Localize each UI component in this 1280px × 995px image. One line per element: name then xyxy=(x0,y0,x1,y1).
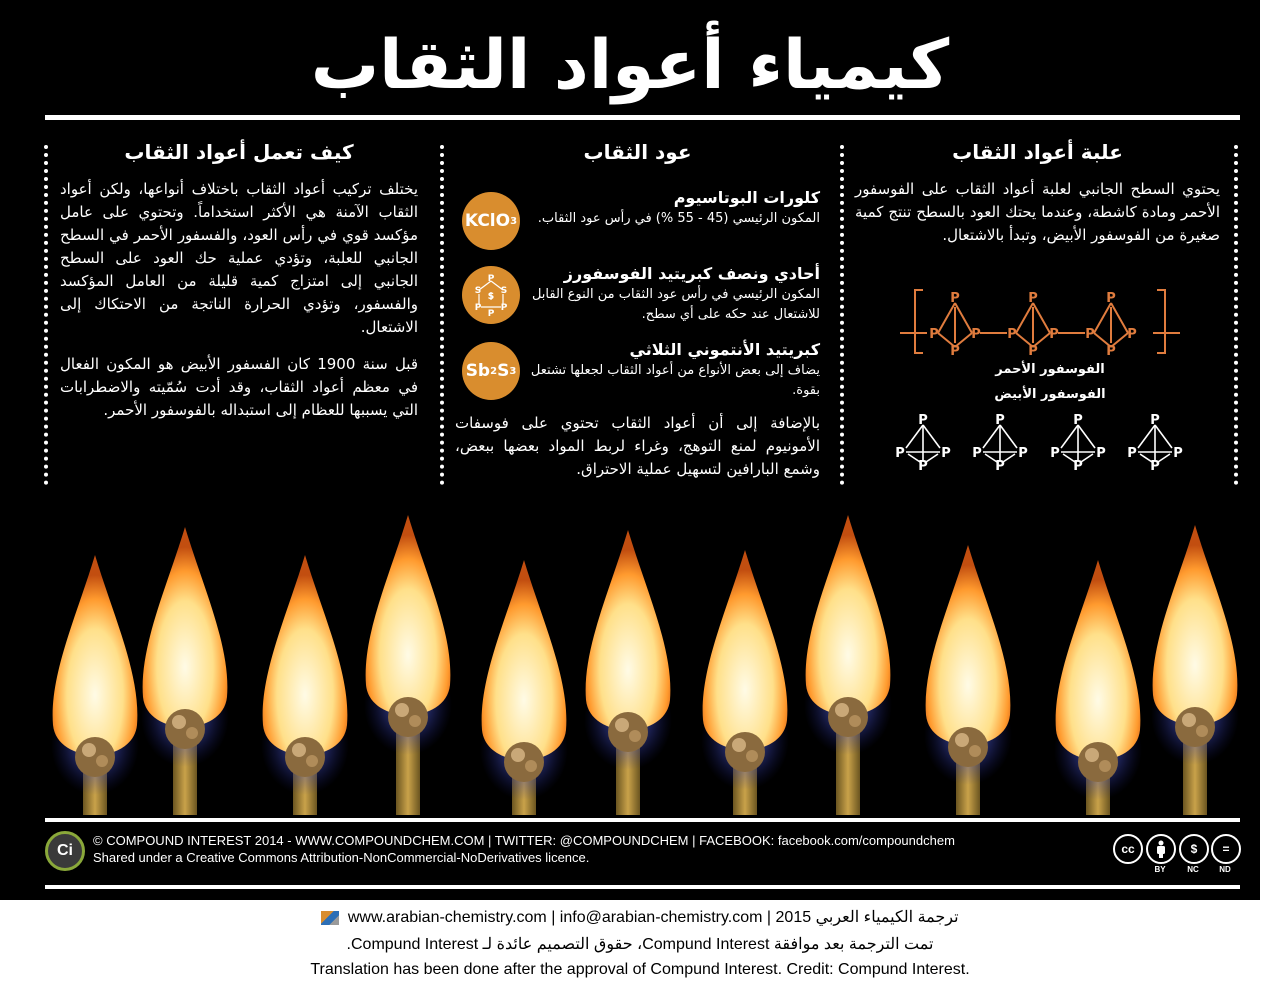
how-it-works-paragraph: يختلف تركيب أعواد الثقاب باختلاف أنواعها، ولكن أعواد الثقاب الآمنة هي الأكثر استخداماً. وتحتوي على عامل مؤكسد قوي في رأس العود، والفسفور الأحمر في السطح الجانبي للعلبة، وتؤدي عملية حك العود على السطح الجانبي إلى امتزاج كمية قليلة من العامل المؤكسد والفسفور، وتؤدي الحرارة الناتجة من الاحتكاك إلى الاشتعال. xyxy=(60,180,418,336)
ingredient-title: كبريتيد الأنتموني الثلاثي xyxy=(629,340,820,359)
matchbox-column xyxy=(855,140,1220,261)
translation-credits xyxy=(0,900,1280,995)
matchstick-heading: عود الثقاب xyxy=(583,140,692,164)
ingredient-title: كلورات البوتاسيوم xyxy=(673,188,820,207)
atom-label: P xyxy=(1073,459,1083,472)
atom-label: P xyxy=(1127,446,1137,461)
additives-text: بالإضافة إلى أن أعواد الثقاب تحتوي على فوسفات الأمونيوم لمنع التوهج، وغراء لربط المواد بعضها ببعض، وشمع البارافين لتسهيل عملية الاحتراق. xyxy=(455,414,820,478)
arabian-chemistry-logo xyxy=(321,911,339,925)
atom-label: P xyxy=(950,291,960,306)
matchstick-column xyxy=(455,140,820,178)
licence-text: Shared under a Creative Commons Attribution-NonCommercial-NoDerivatives licence. xyxy=(93,850,590,865)
how-it-works-history: قبل سنة 1900 كان الفسفور الأبيض هو المكون الفعال في معظم أعواد الثقاب، وقد أدت سُمّيته والاضطرابات التي يسببها للعظام إلى استبداله بالفوسفور الأحمر. xyxy=(60,355,418,419)
sb2s3-badge: Sb 2 S 3 xyxy=(462,342,520,400)
white-phosphorus-label: الفوسفور الأبيض xyxy=(994,387,1106,402)
red-phosphorus-structure xyxy=(895,285,1185,360)
atom-label: P xyxy=(1127,327,1137,342)
atom-label: P xyxy=(1106,344,1116,359)
atom-label: P xyxy=(995,413,1005,428)
nc-label: NC xyxy=(1187,865,1199,874)
nd-label: ND xyxy=(1219,865,1231,874)
compound-interest-logo: Ci xyxy=(45,831,85,871)
ingredient-text: المكون الرئيسي في رأس عود الثقاب من النوع القابل للاشتعال عند حكه على أي سطح. xyxy=(531,287,820,322)
atom-label: P xyxy=(500,303,508,313)
credits-line-1: www.arabian-chemistry.com | info@arabian-chemistry.com | 2015 ترجمة الكيمياء العربي xyxy=(0,907,1280,927)
atom-label: P xyxy=(995,459,1005,472)
nd-icon: = xyxy=(1211,834,1241,864)
p4s3-structure-icon xyxy=(468,272,514,318)
atom-label: P xyxy=(1150,413,1160,428)
atom-label: P xyxy=(971,327,981,342)
atom-label: P xyxy=(487,274,495,284)
atom-label: P xyxy=(918,413,928,428)
ingredient-title: أحادي ونصف كبريتيد الفوسفورز xyxy=(563,264,820,283)
atom-label: P xyxy=(1049,327,1059,342)
matchbox-text: يحتوي السطح الجانبي لعلبة أعواد الثقاب على الفوسفور الأحمر ومادة كاشطة، وعندما يحتك العود بالسطح تنتج كمية صغيرة من الفوسفور الأبيض، وتبدأ بالاشتعال. xyxy=(855,180,1220,244)
white-phosphorus-structures xyxy=(890,410,1190,472)
ingredient-text: يضاف إلى بعض الأنواع من أعواد الثقاب لجعلها تشتعل بقوة. xyxy=(530,363,820,398)
atom-label: P xyxy=(1018,446,1028,461)
credits-line-3: Translation has been done after the approval of Compund Interest. Credit: Compund Interest. xyxy=(310,961,970,978)
how-it-works-column xyxy=(60,140,418,436)
atom-label: P xyxy=(487,309,495,318)
atom-label: P xyxy=(1096,446,1106,461)
column-divider xyxy=(840,145,844,485)
credits-divider xyxy=(45,885,1240,889)
column-divider xyxy=(44,145,48,485)
atom-label: P xyxy=(895,446,905,461)
atom-label: P xyxy=(1050,446,1060,461)
credits-line-2: تمت الترجمة بعد موافقة Compund Interest، حقوق التصميم عائدة لـ Compund Interest. xyxy=(346,936,934,953)
by-label: BY xyxy=(1154,865,1166,874)
atom-label: P xyxy=(474,303,482,313)
cc-icon: cc xyxy=(1113,834,1143,864)
atom-label: S xyxy=(487,292,495,302)
atom-label: S xyxy=(474,286,482,296)
ingredient-item xyxy=(530,264,820,325)
title-divider xyxy=(45,115,1240,120)
atom-label: P xyxy=(1106,291,1116,306)
atom-label: P xyxy=(1028,291,1038,306)
ingredient-item xyxy=(530,188,820,229)
kclo3-badge: KClO 3 xyxy=(462,192,520,250)
footer-divider xyxy=(45,818,1240,822)
atom-label: P xyxy=(1028,344,1038,359)
by-icon xyxy=(1146,834,1176,864)
atom-label: S xyxy=(500,286,508,296)
atom-label: P xyxy=(972,446,982,461)
column-divider xyxy=(440,145,444,485)
atom-label: P xyxy=(1007,327,1017,342)
p4s3-badge xyxy=(462,266,520,324)
column-divider xyxy=(1234,145,1238,485)
how-it-works-heading: كيف تعمل أعواد الثقاب xyxy=(124,140,354,164)
atom-label: P xyxy=(929,327,939,342)
ingredient-item xyxy=(530,340,820,401)
atom-label: P xyxy=(950,344,960,359)
copyright-text: © COMPOUND INTEREST 2014 - WWW.COMPOUNDCHEM.COM | TWITTER: @COMPOUNDCHEM | FACEBOOK: facebook.com/compoundchem xyxy=(93,833,955,848)
atom-label: P xyxy=(918,459,928,472)
atom-label: P xyxy=(1173,446,1183,461)
atom-label: P xyxy=(941,446,951,461)
matchbox-heading: علبة أعواد الثقاب xyxy=(952,140,1123,164)
atom-label: P xyxy=(1085,327,1095,342)
atom-label: P xyxy=(1150,459,1160,472)
ingredient-text: المكون الرئيسي (45 - 55 %) في رأس عود الثقاب. xyxy=(537,211,820,226)
page-title: كيمياء أعواد الثقاب xyxy=(310,26,950,105)
red-phosphorus-label: الفوسفور الأحمر xyxy=(995,362,1105,377)
nc-icon: $ xyxy=(1179,834,1209,864)
burning-matches-image xyxy=(0,495,1260,815)
atom-label: P xyxy=(1073,413,1083,428)
